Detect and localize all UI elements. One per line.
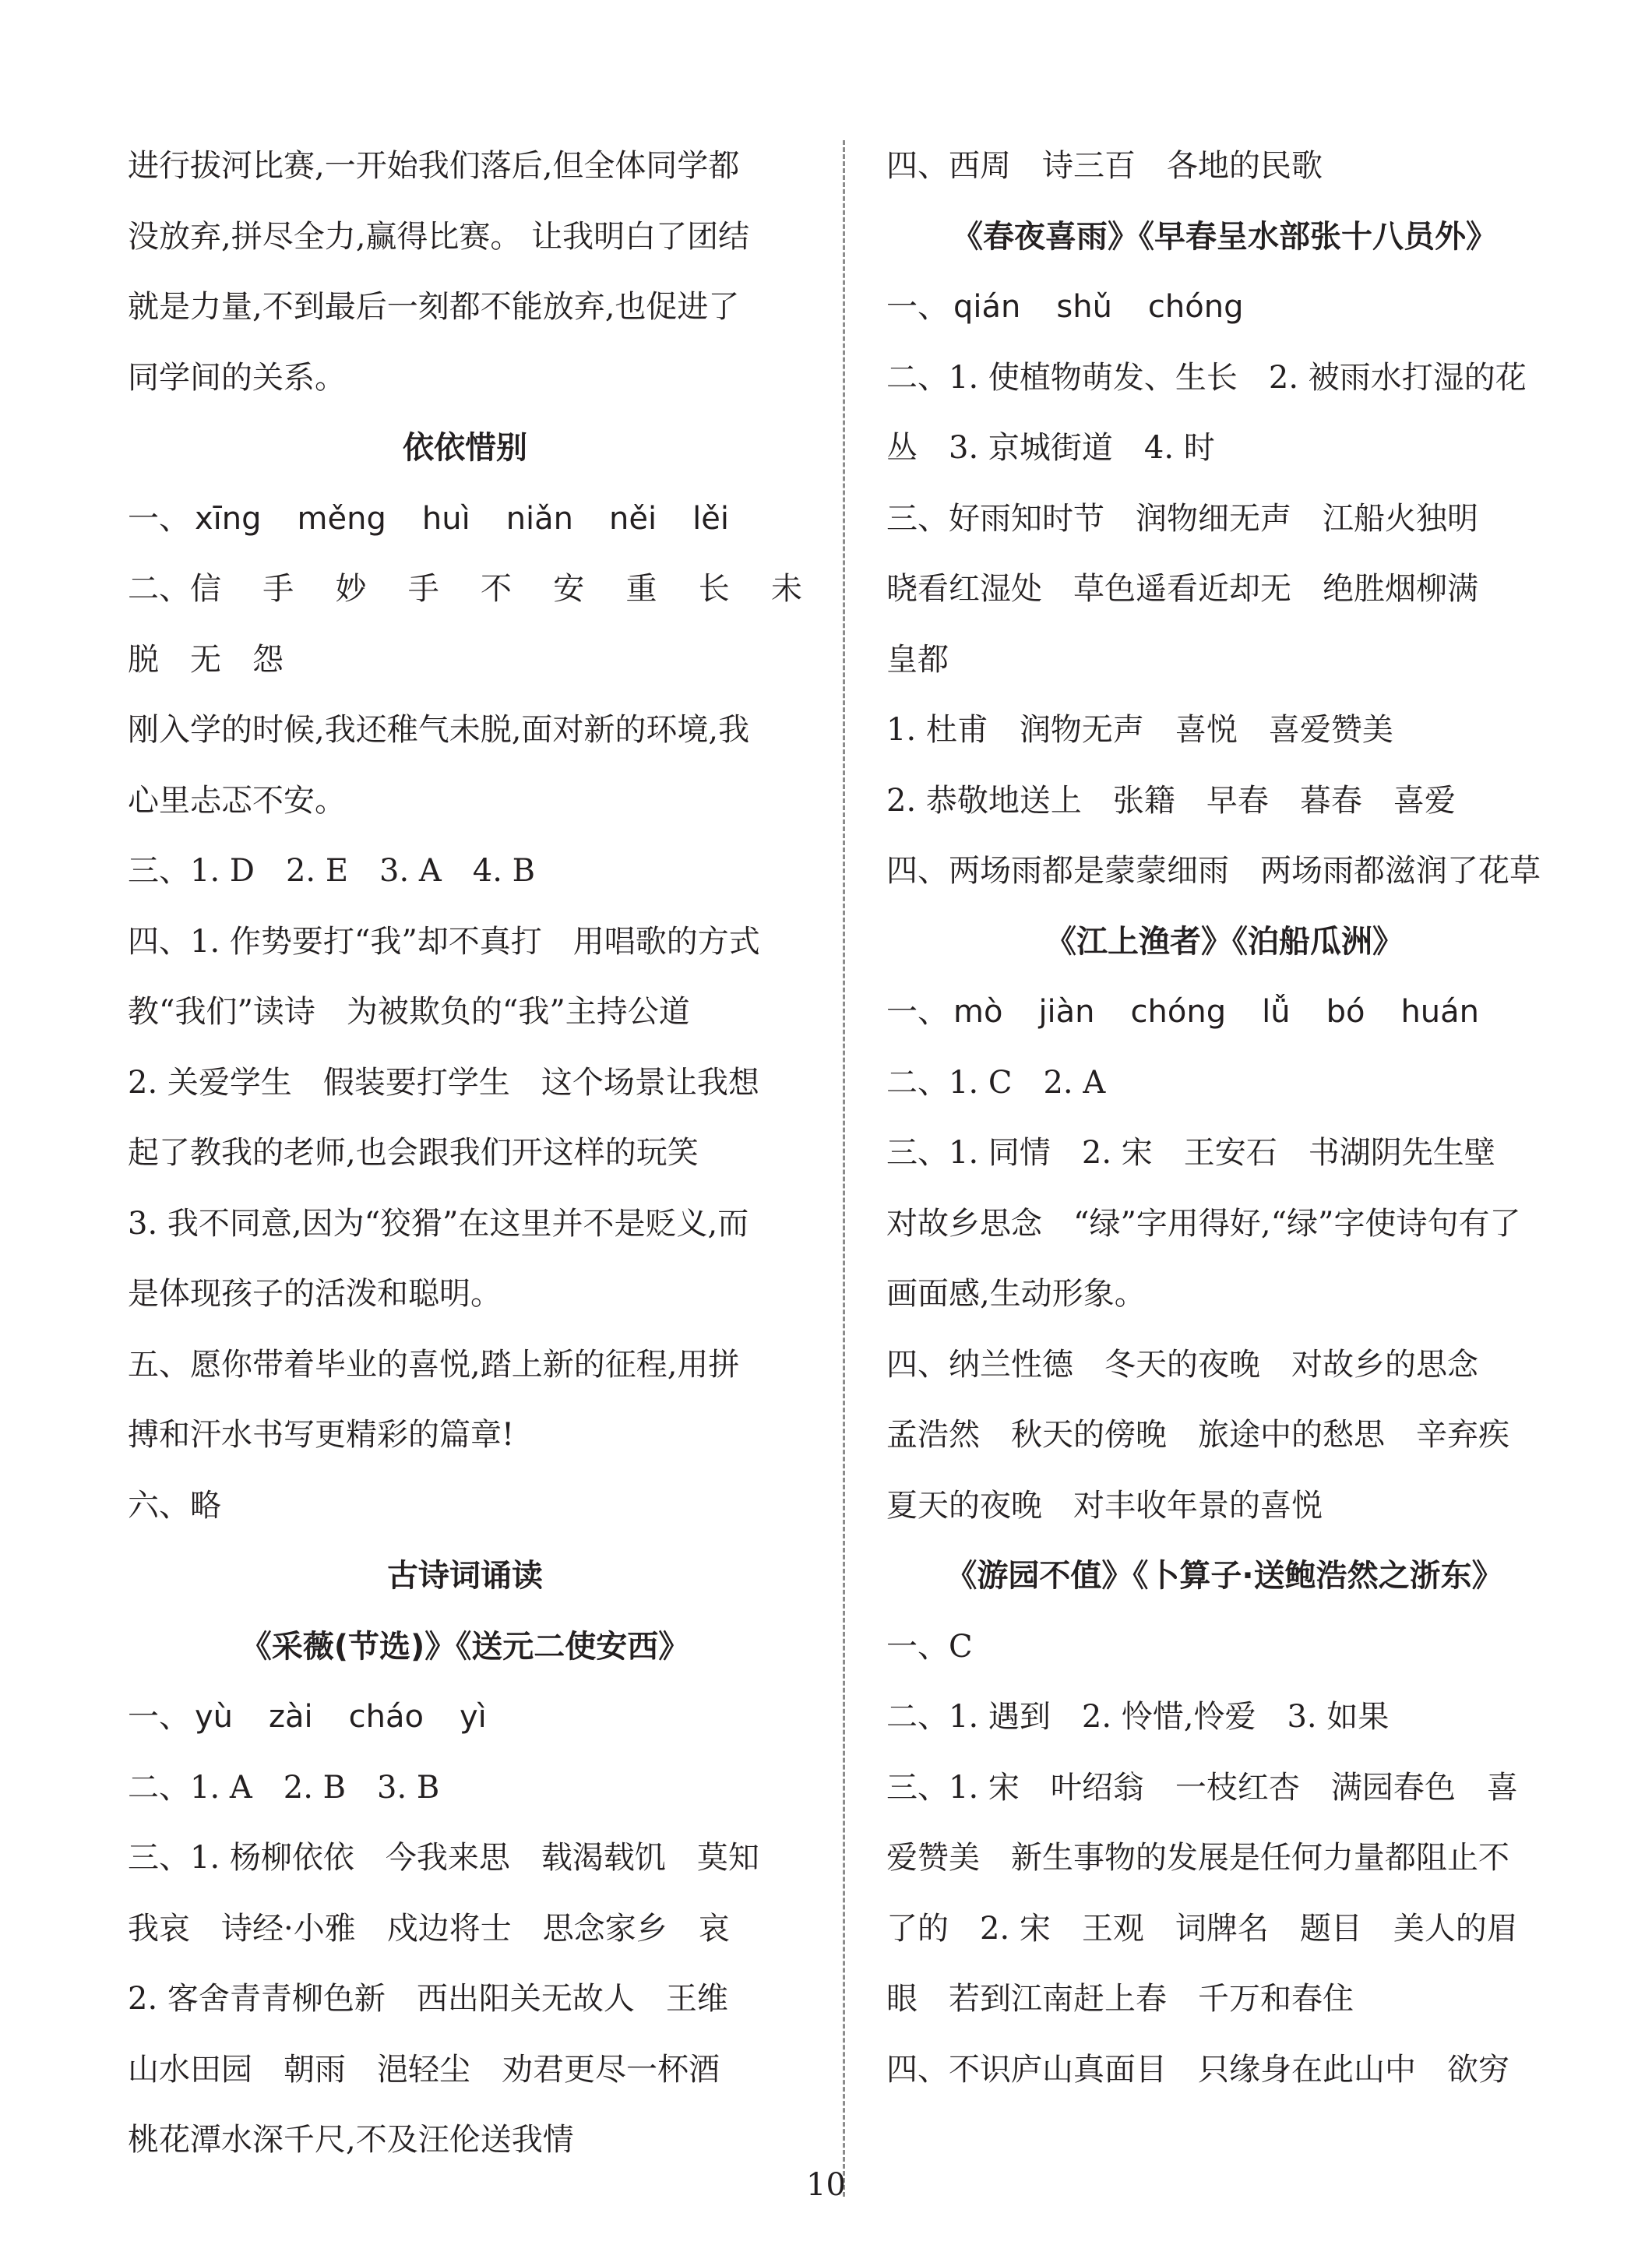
pinyin-word: huì <box>421 500 470 537</box>
answer-word: 手 <box>262 571 294 607</box>
answer-line: 四、纳兰性德 冬天的夜晚 对故乡的思念 <box>886 1346 1478 1383</box>
answer-line: 三、1. 宋 叶绍翁 一枝红杏 满园春色 喜 <box>886 1769 1518 1806</box>
answer-line: 脱 无 怨 <box>128 641 284 678</box>
answer-line: 三、1. D 2. E 3. A 4. B <box>128 853 536 889</box>
answer-line: 二、1. C 2. A <box>886 1064 1106 1101</box>
pinyin-word: qián <box>953 289 1021 325</box>
answer-line: 山水田园 朝雨 浥轻尘 劝君更尽一杯酒 <box>128 2051 720 2088</box>
pinyin-word: lǚ <box>1262 994 1291 1030</box>
answer-word: 手 <box>407 571 439 607</box>
pinyin-word: lěi <box>692 500 729 537</box>
answer-word: 二、信 <box>128 571 221 607</box>
question-number: 一、 <box>128 1699 190 1735</box>
pinyin-word: měng <box>297 500 386 537</box>
answer-line: 晓看红湿处 草色遥看近却无 绝胜烟柳满 <box>886 571 1478 607</box>
answer-line: 2. 关爱学生 假装要打学生 这个场景让我想 <box>128 1064 759 1101</box>
pinyin-answer-line <box>128 1682 802 1753</box>
question-number: 一、 <box>886 994 949 1030</box>
answer-line: 四、西周 诗三百 各地的民歌 <box>886 148 1323 184</box>
pinyin-word: chóng <box>1130 994 1227 1030</box>
pinyin-word: niǎn <box>505 500 574 537</box>
pinyin-word: něi <box>609 500 657 537</box>
right-column <box>886 131 1562 2105</box>
answer-line: 四、两场雨都是蒙蒙细雨 两场雨都滋润了花草 <box>886 853 1541 889</box>
pinyin-word: xīng <box>195 500 262 537</box>
pinyin-word: shǔ <box>1056 289 1112 325</box>
pinyin-answer-line <box>886 977 1562 1048</box>
answer-line: 眼 若到江南赶上春 千万和春住 <box>886 1981 1354 2017</box>
answer-line-spread <box>128 554 802 625</box>
pinyin-answer-line <box>886 272 1562 343</box>
answer-line: 3. 我不同意,因为“狡猾”在这里并不是贬义,而 <box>128 1205 749 1242</box>
pinyin-word: zài <box>269 1699 313 1735</box>
section-heading: 古诗词诵读 <box>387 1558 543 1594</box>
pinyin-answer-line <box>128 484 802 555</box>
section-heading: 《江上渔者》《泊船瓜洲》 <box>1045 923 1404 960</box>
answer-word: 不 <box>481 571 512 607</box>
section-heading: 《游园不值》《卜算子·送鲍浩然之浙东》 <box>946 1558 1503 1594</box>
answer-line: 爱赞美 新生事物的发展是任何力量都阻止不 <box>886 1840 1509 1876</box>
question-number: 一、 <box>128 500 190 537</box>
page-number: 10 <box>806 2167 846 2203</box>
answer-line: 是体现孩子的活泼和聪明。 <box>128 1276 502 1312</box>
pinyin-word: cháo <box>348 1699 424 1735</box>
answer-line: 六、略 <box>128 1487 221 1524</box>
answer-line: 2. 客舍青青柳色新 西出阳关无故人 王维 <box>128 1981 728 2017</box>
answer-word: 重 <box>625 571 657 607</box>
pinyin-word: huán <box>1400 994 1480 1030</box>
answer-line: 起了教我的老师,也会跟我们开这样的玩笑 <box>128 1135 699 1171</box>
answer-line: 了的 2. 宋 王观 词牌名 题目 美人的眉 <box>886 1910 1518 1947</box>
answer-line: 进行拔河比赛,一开始我们落后,但全体同学都 <box>128 148 740 184</box>
pinyin-word: mò <box>953 994 1003 1030</box>
answer-line: 二、1. A 2. B 3. B <box>128 1769 440 1806</box>
answer-line: 二、1. 使植物萌发、生长 2. 被雨水打湿的花 <box>886 359 1527 396</box>
section-heading: 《春夜喜雨》《早春呈水部张十八员外》 <box>952 218 1497 255</box>
pinyin-word: yì <box>459 1699 487 1735</box>
left-column <box>128 131 802 2176</box>
answer-line: 丛 3. 京城街道 4. 时 <box>886 430 1215 466</box>
answer-line: 1. 杜甫 润物无声 喜悦 喜爱赞美 <box>886 712 1393 748</box>
answer-word: 长 <box>698 571 730 607</box>
answer-line: 心里忐忑不安。 <box>128 782 346 819</box>
answer-line: 画面感,生动形象。 <box>886 1276 1146 1312</box>
pinyin-word: bó <box>1326 994 1365 1030</box>
answer-word: 未 <box>771 571 802 607</box>
pinyin-word: yù <box>195 1699 234 1735</box>
pinyin-word: jiàn <box>1038 994 1095 1030</box>
column-divider <box>843 140 845 2197</box>
answer-line: 对故乡思念 “绿”字用得好,“绿”字使诗句有了 <box>886 1205 1521 1242</box>
answer-line: 四、不识庐山真面目 只缘身在此山中 欲穷 <box>886 2051 1509 2088</box>
answer-line: 教“我们”读诗 为被欺负的“我”主持公道 <box>128 994 690 1030</box>
answer-line: 同学间的关系。 <box>128 359 346 396</box>
answer-word: 安 <box>553 571 585 607</box>
section-heading: 依依惜别 <box>403 430 527 466</box>
answer-line: 三、好雨知时节 润物细无声 江船火独明 <box>886 500 1478 537</box>
answer-line: 我哀 诗经·小雅 戍边将士 思念家乡 哀 <box>128 1910 730 1947</box>
answer-line: 四、1. 作势要打“我”却不真打 用唱歌的方式 <box>128 923 760 960</box>
answer-line: 皇都 <box>886 641 949 678</box>
answer-line: 搏和汗水书写更精彩的篇章! <box>128 1417 515 1453</box>
answer-line: 孟浩然 秋天的傍晚 旅途中的愁思 辛弃疾 <box>886 1417 1509 1453</box>
answer-line: 没放弃,拼尽全力,赢得比赛。 让我明白了团结 <box>128 218 750 255</box>
question-number: 一、 <box>886 289 949 325</box>
answer-line: 一、C <box>886 1628 973 1665</box>
answer-line: 三、1. 同情 2. 宋 王安石 书湖阴先生壁 <box>886 1135 1495 1171</box>
answer-line: 桃花潭水深千尺,不及汪伦送我情 <box>128 2122 574 2158</box>
answer-line: 五、愿你带着毕业的喜悦,踏上新的征程,用拼 <box>128 1346 740 1383</box>
answer-word: 妙 <box>335 571 367 607</box>
pinyin-word: chóng <box>1147 289 1244 325</box>
answer-line: 2. 恭敬地送上 张籍 早春 暮春 喜爱 <box>886 782 1456 819</box>
answer-line: 刚入学的时候,我还稚气未脱,面对新的环境,我 <box>128 712 750 748</box>
answer-line: 夏天的夜晚 对丰收年景的喜悦 <box>886 1487 1323 1524</box>
answer-line: 就是力量,不到最后一刻都不能放弃,也促进了 <box>128 289 740 325</box>
section-heading: 《采薇(节选)》《送元二使安西》 <box>240 1628 690 1665</box>
answer-line: 二、1. 遇到 2. 怜惜,怜爱 3. 如果 <box>886 1699 1390 1735</box>
answer-line: 三、1. 杨柳依依 今我来思 载渴载饥 莫知 <box>128 1840 759 1876</box>
